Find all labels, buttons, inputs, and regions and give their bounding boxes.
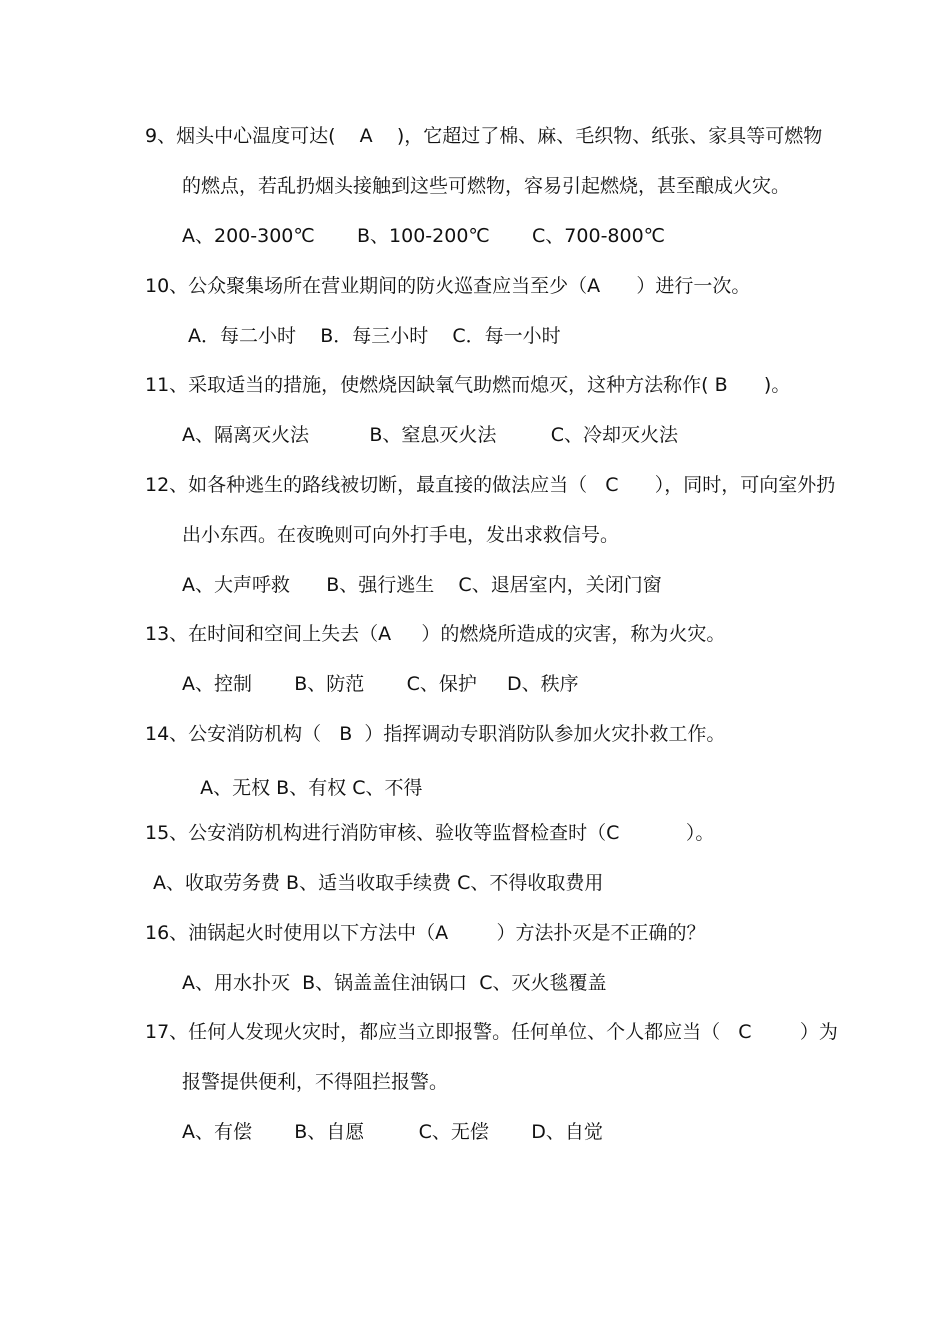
question-10-options: A．每二小时 B．每三小时 C．每一小时 xyxy=(182,325,561,347)
question-16-options: A、用水扑灭 B、锅盖盖住油锅口 C、灭火毯覆盖 xyxy=(182,972,607,994)
question-14-options: A、无权 B、有权 C、不得 xyxy=(182,777,423,799)
question-9-options: A、200-300℃ B、100-200℃ C、700-800℃ xyxy=(182,225,666,247)
question-13-options: A、控制 B、防范 C、保护 D、秩序 xyxy=(182,673,579,695)
question-17-line-1: 17、任何人发现火灾时，都应当立即报警。任何单位、个人都应当（ C ）为 xyxy=(145,1021,838,1043)
question-12-line-1: 12、如各种逃生的路线被切断，最直接的做法应当（ C ），同时，可向室外扔 xyxy=(145,474,836,496)
question-11-options: A、隔离灭火法 B、窒息灭火法 C、冷却灭火法 xyxy=(182,424,679,446)
question-10-line-1: 10、公众聚集场所在营业期间的防火巡查应当至少（A ）进行一次。 xyxy=(145,275,751,297)
question-9-line-1: 9、烟头中心温度可达( A )，它超过了棉、麻、毛织物、纸张、家具等可燃物 xyxy=(145,125,823,147)
question-17-line-2: 报警提供便利，不得阻拦报警。 xyxy=(182,1071,449,1093)
question-12-line-2: 出小东西。在夜晚则可向外打手电，发出求救信号。 xyxy=(182,524,620,546)
question-11-line-1: 11、采取适当的措施，使燃烧因缺氧气助燃而熄灭，这种方法称作( B )。 xyxy=(145,374,791,396)
question-15-options: A、收取劳务费 B、适当收取手续费 C、不得收取费用 xyxy=(153,872,604,894)
question-16-line-1: 16、油锅起火时使用以下方法中（A ）方法扑灭是不正确的？ xyxy=(145,922,706,944)
question-13-line-1: 13、在时间和空间上失去（A ）的燃烧所造成的灾害，称为火灾。 xyxy=(145,623,726,645)
question-9-line-2: 的燃点，若乱扔烟头接触到这些可燃物，容易引起燃烧，甚至酿成火灾。 xyxy=(182,175,791,197)
question-14-line-1: 14、公安消防机构（ B ）指挥调动专职消防队参加火灾扑救工作。 xyxy=(145,723,726,745)
question-15-line-1: 15、公安消防机构进行消防审核、验收等监督检查时（C ）。 xyxy=(145,822,715,844)
question-12-options: A、大声呼救 B、强行逃生 C、退居室内，关闭门窗 xyxy=(182,574,662,596)
question-17-options: A、有偿 B、自愿 C、无偿 D、自觉 xyxy=(182,1121,603,1143)
